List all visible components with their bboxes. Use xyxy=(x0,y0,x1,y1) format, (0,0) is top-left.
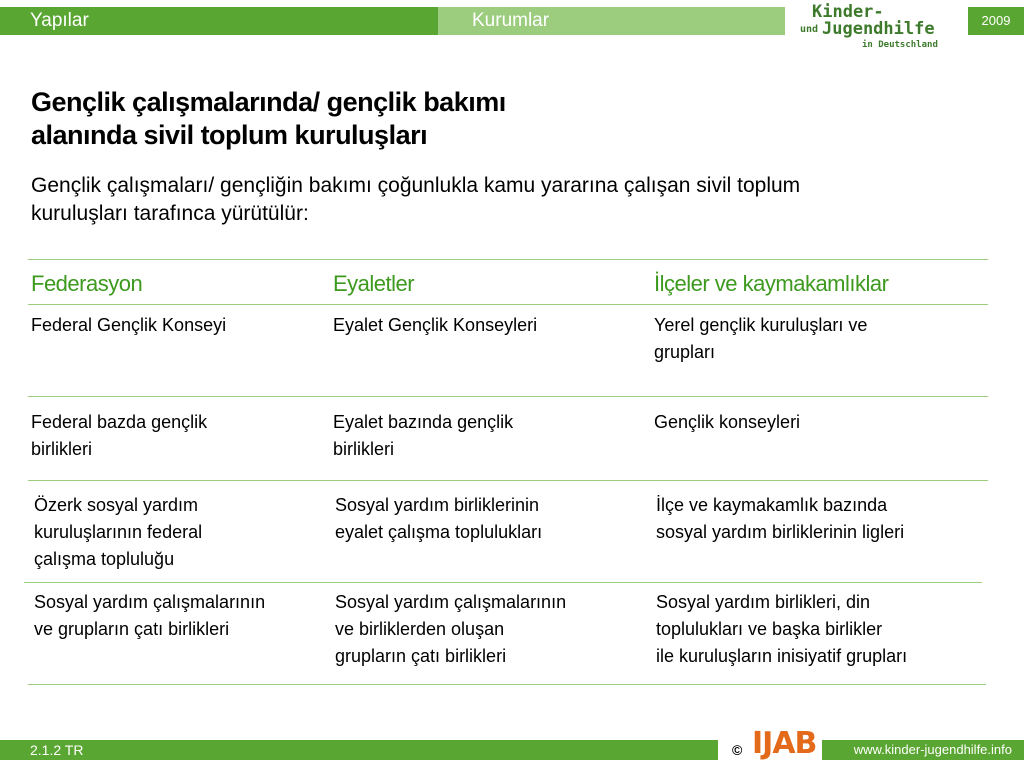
year-badge: 2009 xyxy=(968,7,1024,35)
cell-line: sosyal yardım birliklerinin ligleri xyxy=(656,522,905,542)
logo-line3: in Deutschland xyxy=(862,40,938,50)
column-header-eyaletler: Eyaletler xyxy=(333,271,415,296)
logo-line2: Jugendhilfe xyxy=(822,19,935,39)
column-header-ilceler: İlçeler ve kaymakamlıklar xyxy=(654,271,889,296)
table-cell xyxy=(333,312,537,339)
table-cell xyxy=(656,492,904,546)
logo-line1: Kinder- xyxy=(812,2,884,22)
ijab-logo: IJAB xyxy=(752,726,817,761)
column-header-federasyon: Federasyon xyxy=(31,271,143,296)
table-divider xyxy=(28,259,988,260)
cell-line: Sosyal yardım birlikleri, din xyxy=(656,592,871,612)
cell-line: toplulukları ve başka birlikler xyxy=(656,619,883,639)
cell-line: Sosyal yardım çalışmalarının xyxy=(335,592,567,612)
table-cell xyxy=(34,492,202,573)
table-cell xyxy=(654,409,800,436)
cell-line: Yerel gençlik kuruluşları ve xyxy=(654,315,868,335)
cell-line: Eyalet bazında gençlik xyxy=(333,412,514,432)
cell-line: grupları xyxy=(654,342,716,362)
cell-line: Özerk sosyal yardım xyxy=(34,495,199,515)
table-cell xyxy=(335,589,566,670)
table-cell xyxy=(31,312,226,339)
kinder-jugendhilfe-logo xyxy=(800,2,960,54)
cell-line: Sosyal yardım birliklerinin xyxy=(335,495,540,515)
footer xyxy=(0,726,1024,761)
cell-line: Federal Gençlik Konseyi xyxy=(31,315,227,335)
cell-line: birlikleri xyxy=(333,439,395,459)
cell-line: Federal bazda gençlik xyxy=(31,412,208,432)
cell-line: İlçe ve kaymakamlık bazında xyxy=(656,495,888,515)
slide-code: 2.1.2 TR xyxy=(0,740,718,760)
table-cell xyxy=(654,312,867,366)
table-cell xyxy=(34,589,265,643)
cell-line: ile kuruluşların inisiyatif grupları xyxy=(656,646,908,666)
cell-line: çalışma topluluğu xyxy=(34,549,175,569)
table-divider xyxy=(28,304,988,305)
website-link[interactable]: www.kinder-jugendhilfe.info xyxy=(822,740,1024,760)
cell-line: eyalet çalışma toplulukları xyxy=(335,522,543,542)
table-cell xyxy=(31,409,207,463)
cell-line: ve grupların çatı birlikleri xyxy=(34,619,230,639)
subtitle-line-1: Gençlik çalışmaları/ gençliğin bakımı çoğunlukla kamu yararına çalışan sivil toplum xyxy=(31,174,801,197)
top-navigation xyxy=(0,7,785,35)
tab-kurumlar[interactable]: Kurumlar xyxy=(438,7,785,35)
table-divider xyxy=(24,582,982,583)
table-divider xyxy=(28,480,988,481)
page-subtitle xyxy=(31,172,991,228)
title-line-2: alanında sivil toplum kuruluşları xyxy=(31,120,428,150)
cell-line: Eyalet Gençlik Konseyleri xyxy=(333,315,538,335)
cell-line: Gençlik konseyleri xyxy=(654,412,801,432)
table-divider xyxy=(28,684,986,685)
subtitle-line-2: kuruluşları tarafınca yürütülür: xyxy=(31,202,309,225)
cell-line: birlikleri xyxy=(31,439,93,459)
table-divider xyxy=(28,396,988,397)
tab-yapilar[interactable]: Yapılar xyxy=(0,7,438,35)
cell-line: Sosyal yardım çalışmalarının xyxy=(34,592,266,612)
table-cell xyxy=(335,492,542,546)
page-title xyxy=(31,86,731,152)
cell-line: kuruluşlarının federal xyxy=(34,522,203,542)
cell-line: grupların çatı birlikleri xyxy=(335,646,507,666)
table-cell xyxy=(656,589,907,670)
title-line-1: Gençlik çalışmalarında/ gençlik bakımı xyxy=(31,87,506,117)
cell-line: ve birliklerden oluşan xyxy=(335,619,505,639)
copyright-symbol: © xyxy=(732,742,743,758)
table-cell xyxy=(333,409,513,463)
logo-und: und xyxy=(800,24,819,35)
